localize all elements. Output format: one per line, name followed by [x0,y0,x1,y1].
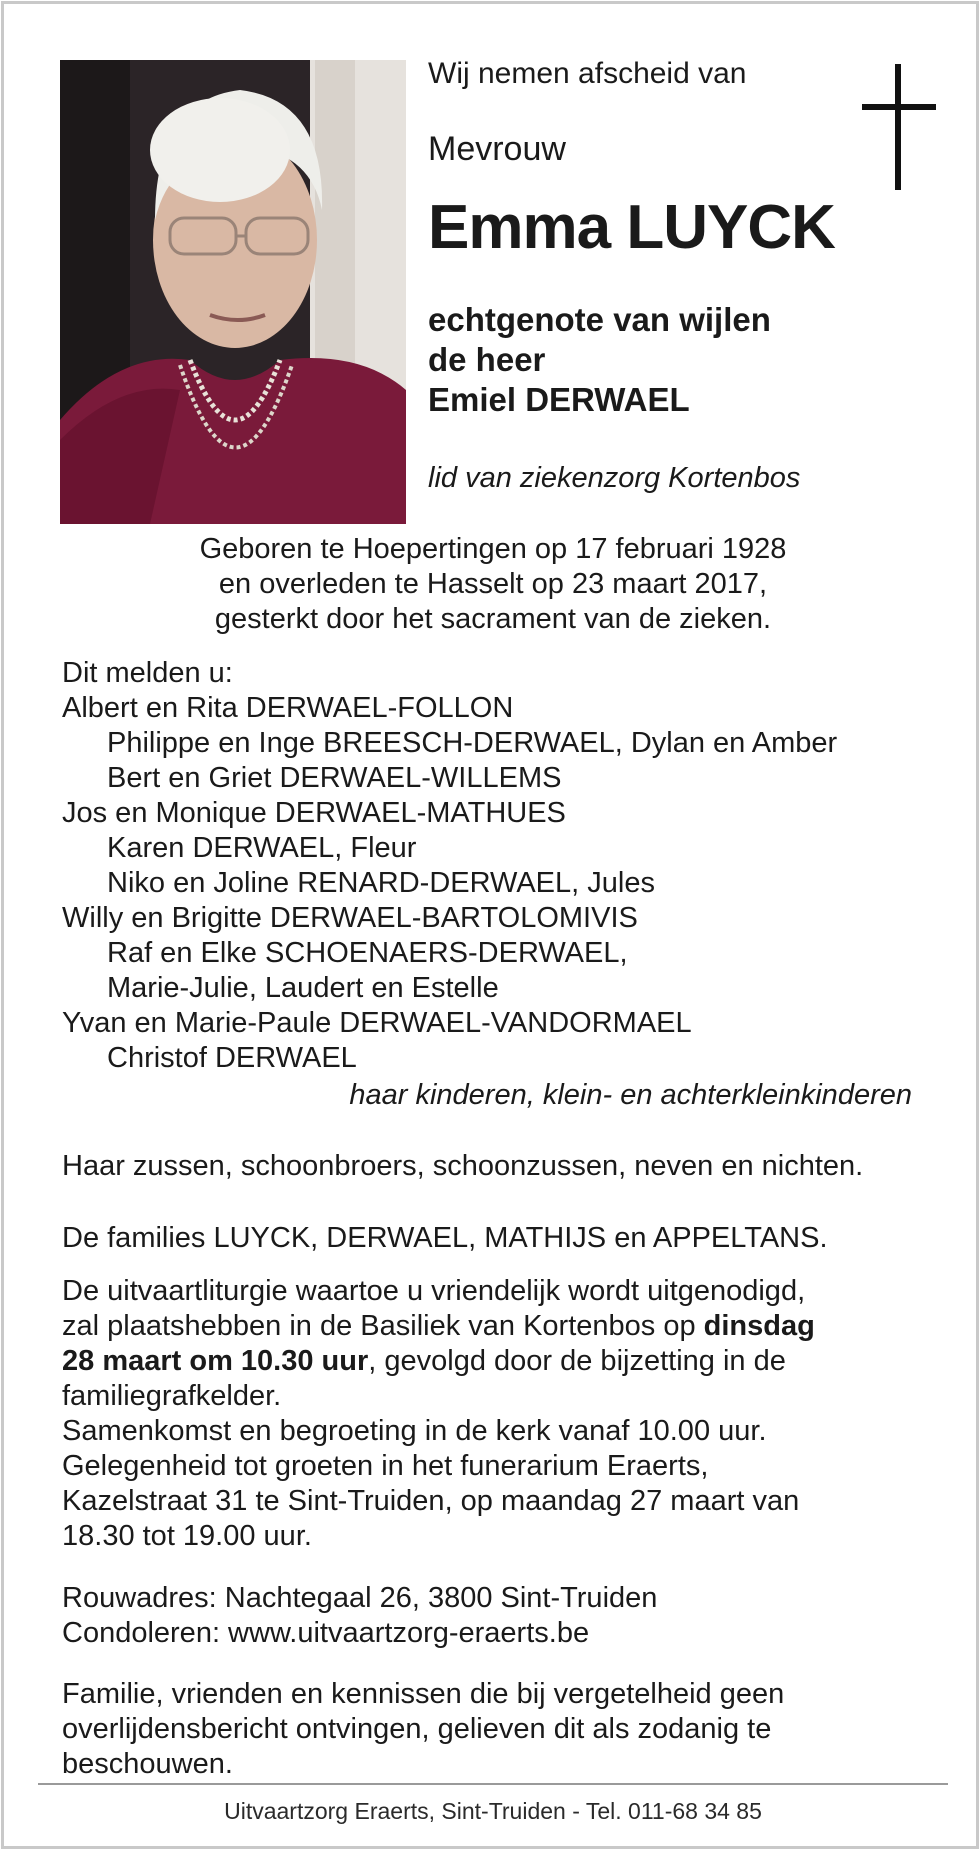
service-text: , gevolgd door de bijzetting in de [368,1345,786,1377]
family-note [62,1677,932,1782]
family-row: Karen DERWAEL, Fleur [107,832,417,864]
birth-death-line: Geboren te Hoepertingen op 17 februari 1928 [199,533,787,565]
birth-death-line: gesterkt door het sacrament van de zieken. [214,603,772,635]
service-line: De uitvaartliturgie waartoe u vriendelijk wordt uitgenodigd, [62,1275,806,1307]
sisters-text: Haar zussen, schoonbroers, schoonzussen, neven en nichten. [62,1150,864,1182]
deceased-name: Emma LUYCK [428,193,835,262]
family-row: Willy en Brigitte DERWAEL-BARTOLOMIVIS [62,902,638,934]
portrait-photo [60,60,406,524]
service-line: 18.30 tot 19.00 uur. [62,1520,312,1552]
family-row: Christof DERWAEL [107,1042,357,1074]
intro-text: Wij nemen afscheid van [428,57,747,90]
family-row: Niko en Joline RENARD-DERWAEL, Jules [107,867,655,899]
family-row: Marie-Julie, Laudert en Estelle [107,972,499,1004]
family-list [62,656,837,1076]
sisters-line [62,1149,932,1184]
cross-icon [862,64,936,190]
spouse-block [428,300,771,420]
honorific: Mevrouw [428,130,566,168]
membership-text: lid van ziekenzorg Kortenbos [428,462,801,494]
service-line [62,1309,932,1344]
family-note-line: overlijdensbericht ontvingen, gelieven dit als zodanig te [62,1713,772,1745]
service-line: Samenkomst en begroeting in de kerk vanaf 10.00 uur. [62,1415,767,1447]
service-line: Gelegenheid tot groeten in het funerarium Eraerts, [62,1450,709,1482]
service-text: zal plaatshebben in de Basiliek van Kortenbos op [62,1310,704,1342]
service-line: Kazelstraat 31 te Sint-Truiden, op maandag 27 maart van [62,1485,800,1517]
family-note-line: Familie, vrienden en kennissen die bij vergetelheid geen [62,1678,785,1710]
family-relation: haar kinderen, klein- en achterkleinkinderen [349,1079,912,1111]
service-day: dinsdag [703,1310,815,1342]
spouse-line: de heer [428,341,546,378]
family-row: Jos en Monique DERWAEL-MATHUES [62,797,566,829]
family-row: Philippe en Inge BREESCH-DERWAEL, Dylan en Amber [107,727,838,759]
footer-divider [38,1783,948,1785]
spouse-line: echtgenote van wijlen [428,301,771,338]
condolences-link[interactable]: Condoleren: www.uitvaartzorg-eraerts.be [62,1617,590,1649]
death-notice-card [1,1,979,1849]
service-datetime: 28 maart om 10.30 uur [62,1345,369,1377]
family-row: Yvan en Marie-Paule DERWAEL-VANDORMAEL [62,1007,692,1039]
address-block [62,1581,932,1651]
service-line: familiegrafkelder. [62,1380,282,1412]
families-line [62,1221,932,1256]
family-row: Albert en Rita DERWAEL-FOLLON [62,692,514,724]
birth-death-block [4,532,980,637]
service-block [62,1274,932,1554]
birth-death-line: en overleden te Hasselt op 23 maart 2017, [218,568,768,600]
families-text: De families LUYCK, DERWAEL, MATHIJS en APPELTANS. [62,1222,828,1254]
family-note-line: beschouwen. [62,1748,233,1780]
family-row: Bert en Griet DERWAEL-WILLEMS [107,762,562,794]
mourning-address: Rouwadres: Nachtegaal 26, 3800 Sint-Truiden [62,1582,658,1614]
spouse-line: Emiel DERWAEL [428,381,690,418]
footer-text: Uitvaartzorg Eraerts, Sint-Truiden - Tel. 011-68 34 85 [224,1798,762,1824]
family-row: Raf en Elke SCHOENAERS-DERWAEL, [107,937,628,969]
service-line [62,1344,932,1379]
portrait-image [60,60,406,524]
family-heading: Dit melden u: [62,657,233,689]
